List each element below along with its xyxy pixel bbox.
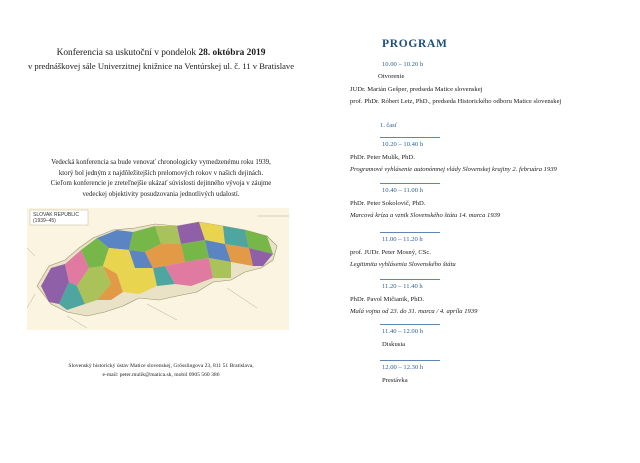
speaker: PhDr. Pavol Mičianik, PhD.	[350, 296, 424, 303]
divider	[380, 324, 440, 325]
description-line: vedeckej objektivity posudzovania jednotlivých udalostí.	[82, 190, 240, 198]
speaker: PhDr. Peter Sokolovič, PhD.	[350, 200, 426, 207]
conference-description	[22, 158, 300, 200]
divider	[380, 183, 440, 184]
part-label: 1. časť	[380, 122, 398, 129]
contact-footer	[24, 362, 298, 381]
program-panel	[330, 0, 640, 463]
map-label-years: (1939–45)	[33, 218, 56, 224]
program-title: PROGRAM	[382, 38, 448, 50]
talk-title: Marcová kríza a vznik Slovenského štátu 14. marca 1939	[350, 212, 501, 219]
talk-title: Malá vojna od 23. do 31. marca / 4. apríla 1939	[350, 308, 478, 315]
talk-title: Programové vyhlásenie autonómnej vlády Slovenskej krajiny 2. februára 1939	[350, 166, 557, 173]
time-slot: 11.20 – 11.40 h	[382, 283, 423, 290]
divider	[380, 360, 440, 361]
historical-map-image	[27, 208, 289, 330]
discussion-label: Diskusia	[382, 341, 406, 348]
speaker: prof. JUDr. Peter Mosný, CSc.	[350, 249, 431, 256]
time-slot: 10.40 – 11.00 h	[382, 187, 423, 194]
description-line: Cieľom konferencie je zreteľnejšie ukázať súvislosti dejinného vývoja v záujme	[50, 180, 272, 188]
opening-speaker: JUDr. Marián Gešper, predseda Matice slovenskej	[350, 86, 483, 93]
divider	[380, 137, 440, 138]
time-slot: 11.00 – 11.20 h	[382, 236, 423, 243]
description-line: ktorý bol jedným z najdôležitejších prelomových rokov v našich dejinách.	[58, 169, 264, 177]
break-label: Prestávka	[382, 377, 408, 384]
intro-line-2: v prednáškovej sále Univerzitnej knižnice na Ventúrskej ul. č. 11 v Bratislave	[27, 60, 295, 71]
time-slot: 12.00 – 12.30 h	[382, 364, 424, 371]
footer-contact: e-mail: peter.mulik@matica.sk, mobil 0905 560 386	[102, 372, 220, 379]
time-slot: 10.20 – 10.40 h	[382, 141, 424, 148]
talk-title: Legitimita vyhlásenia Slovenského štátu	[350, 261, 456, 268]
map-label-title: SLOVAK REPUBLIC	[33, 212, 80, 218]
footer-address: Slovenský historický ústav Matice slovenskej, Grösslingova 23, 811 51 Bratislava,	[68, 363, 254, 369]
conference-date: 28. októbra 2019	[198, 48, 266, 58]
divider	[380, 279, 440, 280]
opening-label: Otvorenie	[378, 73, 405, 80]
map-svg	[27, 208, 289, 330]
conference-intro	[20, 47, 302, 72]
opening-speaker: prof. PhDr. Róbert Letz, PhD., predseda Historického odboru Matice slovenskej	[350, 98, 562, 105]
intro-line-1-text: Konferencia sa uskutoční v pondelok	[56, 48, 199, 58]
divider	[380, 232, 440, 233]
time-slot: 11.40 – 12.00 h	[382, 328, 423, 335]
speaker: PhDr. Peter Mulík, PhD.	[350, 154, 415, 161]
intro-line-1	[20, 47, 302, 60]
time-slot: 10.00 – 10.20 h	[382, 61, 424, 68]
description-line: Vedecká konferencia sa bude venovať chronologicky vymedzenému roku 1939,	[51, 159, 271, 166]
